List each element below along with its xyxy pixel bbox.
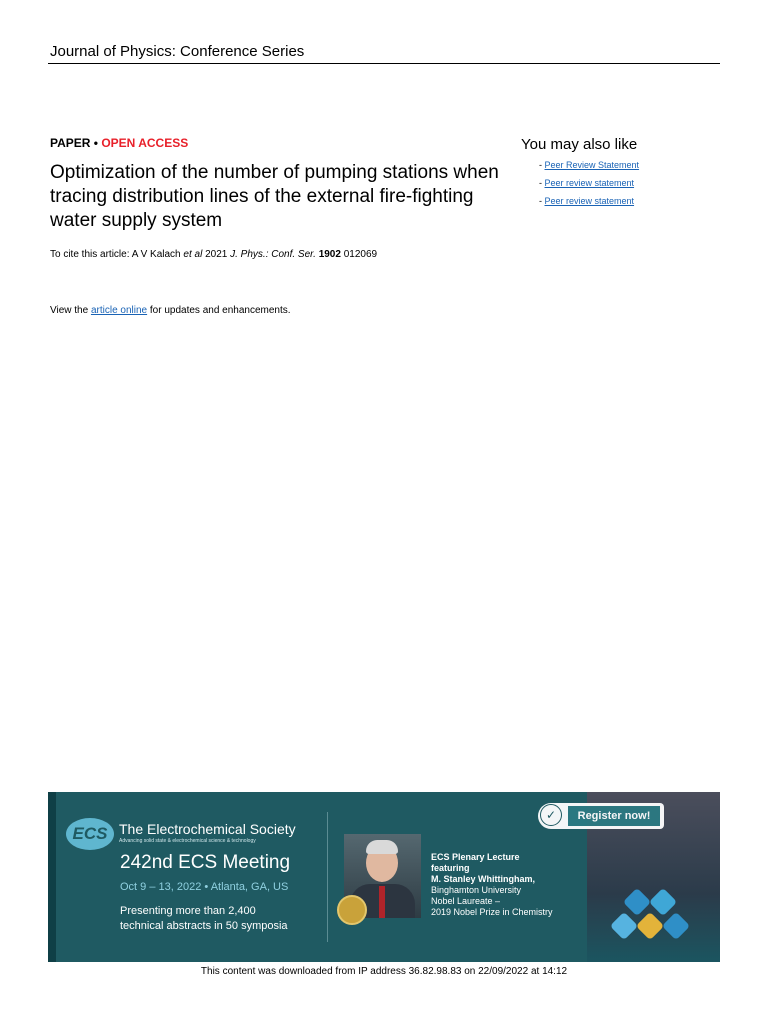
ecs-logo: ECS xyxy=(66,818,114,850)
lecture-line: Binghamton University xyxy=(431,885,522,895)
open-access-label[interactable]: OPEN ACCESS xyxy=(101,136,189,150)
lecture-line: ECS Plenary Lecture xyxy=(431,852,520,862)
presenting-line: technical abstracts in 50 symposia xyxy=(120,920,288,932)
article-type-line xyxy=(50,136,188,150)
view-online-line xyxy=(50,305,291,316)
lecture-line: M. Stanley Whittingham, xyxy=(431,874,536,884)
citation-prefix: To cite this article: A V Kalach xyxy=(50,249,184,260)
plenary-lecture-text xyxy=(431,852,553,918)
article-type: PAPER xyxy=(50,136,91,150)
article-title: Optimization of the number of pumping stations when tracing distribution lines of the external fire-fighting water supply system xyxy=(50,162,499,231)
related-articles xyxy=(521,136,639,214)
lecture-line: 2019 Nobel Prize in Chemistry xyxy=(431,907,553,917)
presenting-line: Presenting more than 2,400 xyxy=(120,905,256,917)
related-heading: You may also like xyxy=(521,136,638,153)
lecture-line: Nobel Laureate – xyxy=(431,896,501,906)
article-online-link[interactable]: article online xyxy=(90,305,148,316)
register-now-button[interactable] xyxy=(538,803,664,829)
view-prefix: View the xyxy=(50,305,91,316)
related-link[interactable]: Peer review statement xyxy=(544,178,635,188)
citation-volume: 1902 xyxy=(318,249,341,260)
header-rule xyxy=(48,63,720,64)
nobel-medal-icon xyxy=(337,895,367,925)
citation xyxy=(50,249,377,260)
meeting-dates: Oct 9 – 13, 2022 • Atlanta, GA, US xyxy=(120,881,289,893)
lecture-line: featuring xyxy=(431,863,470,873)
ecs-advertisement-banner[interactable] xyxy=(48,792,720,962)
related-item: - Peer Review Statement xyxy=(539,160,640,170)
citation-etal: et al xyxy=(183,249,203,260)
society-tagline: Advancing solid state & electrochemical science & technology xyxy=(119,838,256,844)
related-item: - Peer review statement xyxy=(539,178,635,188)
banner-edge xyxy=(48,792,56,962)
register-label: Register now! xyxy=(568,806,660,826)
citation-year: 2021 xyxy=(202,249,231,260)
society-name: The Electrochemical Society xyxy=(119,821,296,837)
related-item: - Peer review statement xyxy=(539,196,635,206)
journal-name: Journal of Physics: Conference Series xyxy=(50,43,305,60)
citation-number: 012069 xyxy=(340,249,378,260)
download-footer: This content was downloaded from IP address 36.82.98.83 on 22/09/2022 at 14:12 xyxy=(200,966,568,977)
related-link[interactable]: Peer Review Statement xyxy=(544,160,640,170)
check-circle-icon: ✓ xyxy=(540,804,562,826)
view-suffix: for updates and enhancements. xyxy=(147,305,291,316)
banner-divider xyxy=(327,812,328,942)
related-link[interactable]: Peer review statement xyxy=(544,196,635,206)
meeting-title: 242nd ECS Meeting xyxy=(120,852,291,873)
citation-journal: J. Phys.: Conf. Ser. xyxy=(230,249,316,260)
presenting-text xyxy=(120,904,350,934)
bullet: • xyxy=(90,136,102,150)
